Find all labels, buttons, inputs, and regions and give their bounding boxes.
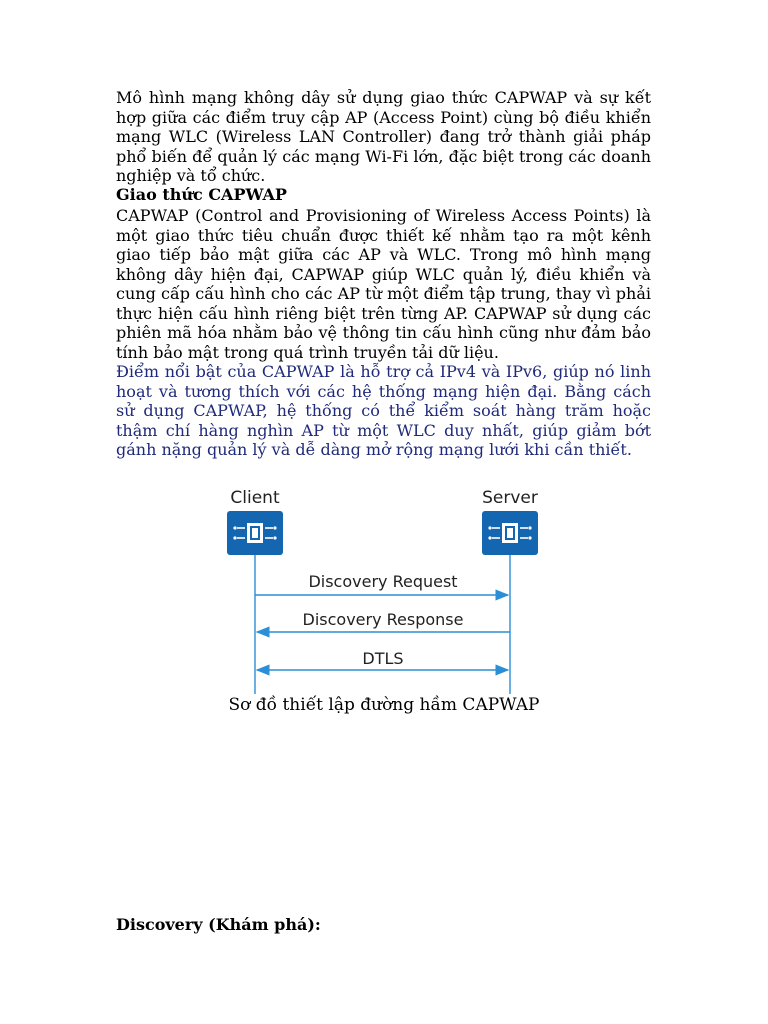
server-node-icon: [482, 511, 538, 555]
client-node-icon: [227, 511, 283, 555]
discovery-request-label: Discovery Request: [308, 572, 458, 591]
capwap-paragraph: CAPWAP (Control and Provisioning of Wireless Access Points) là một giao thức tiêu chuẩn được thiết kế nhằm tạo ra một kênh giao tiếp bảo mật giữa các AP và WLC. Trong mô hình mạng không dây hiện đại, CAPWAP giúp WLC quản lý, điều khiển và cung cấp cấu hình cho các AP từ một điểm tập trung, thay vì phải thực hiện cấu hình riêng biệt trên từng AP. CAPWAP sử dụng các phiên mã hóa nhằm bảo vệ thông tin cấu hình cũng như đảm bảo tính bảo mật trong quá trình truyền tải dữ liệu.: [116, 206, 651, 362]
intro-paragraph: Mô hình mạng không dây sử dụng giao thức CAPWAP và sự kết hợp giữa các điểm truy cập AP (Access Point) cùng bộ điều khiển mạng WLC (Wireless LAN Controller) đang trở thành giải pháp phổ biến để quản lý các mạng Wi-Fi lớn, đặc biệt trong các doanh nghiệp và tổ chức.: [116, 88, 651, 185]
section-heading-capwap: Giao thức CAPWAP: [116, 185, 287, 204]
diagram-caption: Sơ đồ thiết lập đường hầm CAPWAP: [228, 695, 540, 715]
server-label: Server: [482, 488, 538, 508]
section-heading-discovery: Discovery (Khám phá):: [116, 915, 321, 934]
highlight-paragraph: Điểm nổi bật của CAPWAP là hỗ trợ cả IPv4 và IPv6, giúp nó linh hoạt và tương thích với các hệ thống mạng hiện đại. Bằng cách sử dụng CAPWAP, hệ thống có thể kiểm soát hàng trăm hoặc thậm chí hàng nghìn AP từ một WLC duy nhất, giúp giảm bớt gánh nặng quản lý và dễ dàng mở rộng mạng lưới khi cần thiết.: [116, 362, 651, 459]
capwap-tunnel-diagram: [210, 478, 570, 698]
client-label: Client: [230, 488, 280, 508]
dtls-label: DTLS: [362, 649, 404, 668]
discovery-response-label: Discovery Response: [302, 610, 464, 629]
